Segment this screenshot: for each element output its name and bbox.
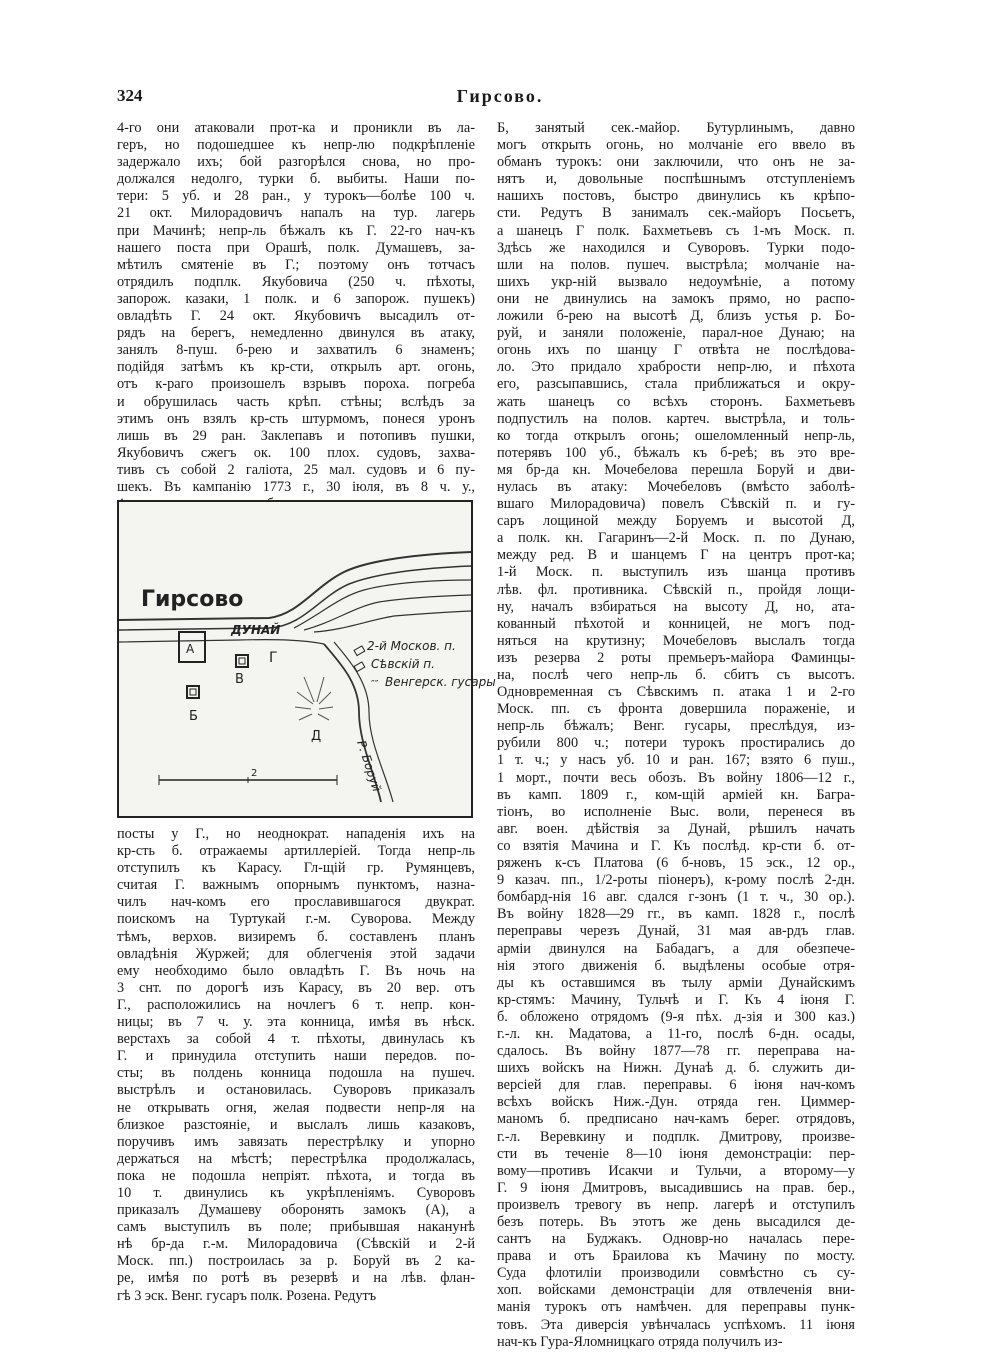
text-line: 1 т. ч.; у насъ уб. 10 и ран. 167; взято 6 пуш.,: [497, 752, 855, 769]
map-label-a: А: [186, 642, 195, 656]
page-title: Гирсово.: [456, 86, 544, 106]
text-line: арміи двинулся на Бабадагъ, а для обезпече-: [497, 940, 855, 957]
text-line: Моск. пп.) построилась за р. Боруй въ 2 ка-: [117, 1253, 475, 1270]
text-line: огонь ихъ по шанцу Г отвѣта не послѣдова-: [497, 342, 855, 359]
text-line: поручивъ имъ завязать перестрѣлку и упорно: [117, 1133, 475, 1150]
map-figure: [117, 500, 496, 818]
text-line: запорож. казаки, 1 полк. и 6 запорож. пушекъ): [117, 290, 475, 307]
text-line: авг. воен. дѣйствія за Дунай, рѣшилъ начать: [497, 820, 855, 837]
text-line: бомбард-нія 16 авг. сдался г-зонъ (1 т. ч., 30 ор.).: [497, 889, 855, 906]
text-line: обманъ турокъ: они заключили, что онъ не за-: [497, 154, 855, 171]
text-line: между ред. В и шанцемъ Г на центръ прот-ка;: [497, 547, 855, 564]
text-line: тивъ съ собой 2 галіота, 25 мал. судовъ и 6 пу-: [117, 461, 475, 478]
text-line: должался недолго, турки б. выбиты. Наши по-: [117, 171, 475, 188]
text-line: сантъ на Буджакъ. Одновр-но началась пере-: [497, 1231, 855, 1248]
troop-marker-2-icon: [354, 662, 365, 672]
text-line: держаться на мѣстѣ; перестрѣлка продолжалась,: [117, 1150, 475, 1167]
troop-marker-1-icon: [354, 646, 365, 656]
text-line: Суда флотиліи производили совмѣстно съ су-: [497, 1265, 855, 1282]
text-line: нашего поста при Орашѣ, полк. Думашевъ, за-: [117, 239, 475, 256]
text-line: могъ открыть огонь, но молчаніе его ввело въ: [497, 137, 855, 154]
text-line: самъ выступилъ въ поле; прибывшая наканунѣ: [117, 1219, 475, 1236]
text-line: нач-къ Гура-Яломницкаго отряда получилъ из-: [497, 1333, 783, 1350]
text-line: саръ лощиной между Боруемъ и высотой Д,: [497, 513, 855, 530]
text-line: овладѣнія Журжей; для облегченія этой задачи: [117, 945, 475, 962]
text-line: приказалъ Думашеву оборонять замокъ (А), а: [117, 1202, 475, 1219]
text-line: мя бр-да кн. Мочебелова перешла Боруй и дви-: [497, 461, 855, 478]
text-line: занялъ 8-пуш. б-рею и захватилъ 6 знаменъ;: [117, 342, 475, 359]
text-line: вшаго Милорадовича) повелъ Сѣвскій п. и гу-: [497, 496, 855, 513]
text-line: считая Г. важнымъ опорнымъ пунктомъ, назна-: [117, 877, 475, 894]
text-line: гѣ 3 эск. Венг. гусаръ полк. Розена. Редутъ: [117, 1287, 377, 1304]
text-line: 1-й Моск. п. выступилъ изъ шанца противъ: [497, 564, 855, 581]
map-label-g: Г: [269, 650, 278, 666]
text-line: вому—противъ Исакчи и Тульчи, а второму—у: [497, 1162, 855, 1179]
text-line: г.-л. кн. Мадатова, а 11-го, послѣ 6-дн. осады,: [497, 1025, 855, 1042]
text-line: со взятія Мачина и Г. Къ послѣд. кр-сти б. от-: [497, 837, 855, 854]
text-line: изъ резерва 2 роты премьеръ-майора Фаминцы-: [497, 649, 855, 666]
right-column: [497, 120, 855, 1351]
redoubt-b-inner-icon: [190, 689, 196, 695]
redoubt-v-icon: [236, 655, 248, 667]
text-line: всѣхъ войскъ Ниж.-Дун. отряда ген. Циммер-: [497, 1094, 855, 1111]
text-line: 10 т. двинулись къ укрѣпленіямъ. Суворовъ: [117, 1184, 475, 1201]
text-line: на, послѣ чего непр-ль б. сбитъ съ высотъ.: [497, 667, 855, 683]
text-line: при Мачинѣ; непр-ль бѣжалъ къ Г. 22-го нач-къ: [117, 222, 475, 239]
text-line: шли на полов. пушеч. выстрѣла; молчаніе на-: [497, 256, 855, 273]
map-label-b: Б: [189, 709, 198, 724]
text-line: этимъ онъ взялъ кр-сть штурмомъ, понеся уронъ: [117, 410, 475, 427]
text-line: версіей для глав. переправы. 6 іюня нач-комъ: [497, 1077, 855, 1094]
text-line: лѣв. фл. противника. Сѣвскій п., пройдя лощи-: [497, 581, 855, 598]
text-line: отрядилъ подплк. Якубовича (250 ч. пѣхоты,: [117, 273, 475, 290]
text-line: Г., расположились на ночлегъ 6 т. непр. кон-: [117, 996, 475, 1013]
text-line: сти. Редутъ В занималъ сек.-майоръ Посьетъ,: [497, 205, 855, 222]
text-line: г.-л. Веревкину и подплк. Дмитрову, произве-: [497, 1128, 855, 1145]
text-line: произвелъ тревогу въ непр. лагерѣ и отступилъ: [497, 1196, 855, 1213]
map-boruy-label: Р. Боруй: [354, 738, 384, 794]
text-line: руй, и заняли положеніе, парал-ное Дунаю; на: [497, 325, 855, 342]
text-line: товъ. Эта диверсія увѣнчалась успѣхомъ. 11 іюня: [497, 1316, 855, 1333]
text-line: 3 снт. по дорогѣ изъ Карасу, въ 20 вер. отъ: [117, 979, 475, 996]
text-line: рубили 800 ч.; потери турокъ простирались до: [497, 735, 855, 752]
hill-d-icon: [295, 677, 333, 720]
text-line: чилъ нач-комъ его прославившагося двукрат.: [117, 894, 475, 911]
text-line: отступилъ къ Карасу. Гл-щій гр. Румянцевъ,: [117, 860, 475, 877]
text-line: тери: 5 уб. и 28 ран., у турокъ—болѣе 100 ч.: [117, 188, 475, 205]
text-line: 21 окт. Милорадовичъ напалъ на тур. лагерь: [117, 205, 475, 222]
troop-marker-3-icon: ″″: [371, 679, 379, 690]
text-line: отъ к-раго произошелъ взрывъ пороха. погреба: [117, 376, 475, 393]
text-line: Г. и принудила отступить наши передов. по-: [117, 1048, 475, 1065]
text-line: ницы; въ 7 ч. у. эта конница, имѣя въ нѣск.: [117, 1014, 475, 1031]
text-line: нятъ и, довольные поспѣшнымъ отступленіемъ: [497, 171, 855, 188]
text-line: задержало ихъ; бой разгорѣлся снова, но про-: [117, 154, 475, 171]
text-line: шихъ укр-ній вызвало недоумѣніе, а потому: [497, 273, 855, 290]
text-line: жать шанецъ со всѣхъ сторонъ. Бахметьевъ: [497, 393, 855, 410]
map-label-v: В: [235, 672, 244, 687]
danube-channel-3: [314, 611, 471, 632]
text-line: Г. 9 іюня Дмитровъ, высадившись на прав. бер.,: [497, 1179, 855, 1196]
text-line: его, разсыпавшись, стала приближаться и окру-: [497, 376, 855, 393]
text-line: ну, началъ взбираться на высоту Д, но, ата-: [497, 598, 855, 615]
text-line: геръ, но подошедшее къ непр-лю подкрѣпленіе: [117, 137, 475, 154]
text-line: 4-го они атаковали прот-ка и проникли въ ла-: [117, 120, 475, 136]
text-line: нѣ бр-да г.-м. Милорадовича (Сѣвскій и 2-й: [117, 1236, 475, 1253]
text-line: кованный пѣхотой и конницей, не могъ под-: [497, 615, 855, 632]
text-line: Одновременная съ Сѣвскимъ п. атака 1 и 2-го: [497, 684, 855, 701]
redoubt-v-inner-icon: [239, 658, 245, 664]
text-line: маномъ б. предписано нач-камъ берег. отрядовъ,: [497, 1111, 855, 1128]
text-line: близкое разстояніе, и выслалъ лишь казаковъ,: [117, 1116, 475, 1133]
text-line: Въ войну 1828—29 гг., въ камп. 1828 г., послѣ: [497, 906, 855, 923]
map-scale-label: 2: [251, 768, 258, 779]
text-line: непр-ль бѣжалъ; Венг. гусары, преслѣдуя, из-: [497, 718, 855, 735]
text-line: шихъ войскъ на Нижн. Дунаѣ д. б. служить ди-: [497, 1060, 855, 1077]
text-line: няться на крутизну; Мочебеловъ выслалъ тогда: [497, 632, 855, 649]
map-label-d: Д: [311, 729, 322, 744]
text-line: сти въ теченіе 8—10 іюня демонстраціи: пер-: [497, 1145, 855, 1162]
text-line: подійдя затѣмъ къ кр-сти, открылъ арт. огонь,: [117, 359, 475, 376]
text-line: овладѣть Г. 24 окт. Якубовичъ высадилъ от-: [117, 308, 475, 325]
text-line: тіонъ, во исполненіе Выс. воли, перенеся въ: [497, 803, 855, 820]
map-town-label: Гирсово: [141, 587, 244, 612]
text-line: ему необходимо было овладѣть Г. Въ ночь на: [117, 962, 475, 979]
text-line: права и отъ Браилова къ Мачину по мосту.: [497, 1248, 855, 1265]
text-line: ре, имѣя по ротѣ въ резервѣ и на лѣв. флан-: [117, 1270, 475, 1287]
text-line: сты; въ полдень конница подошла на пушеч.: [117, 1065, 475, 1082]
text-line: переправы черезъ Дунай, 31 мая ав-рдъ глав.: [497, 923, 855, 940]
text-line: 9 казач. пп., 1/2-роты піонеръ), к-рому послѣ 2-дн.: [497, 872, 855, 889]
text-line: потерявъ 100 уб., бѣжалъ къ б-реѣ; въ это вре-: [497, 444, 855, 461]
text-line: лишь въ 29 ран. Заклепавъ и потопивъ пушки,: [117, 427, 475, 444]
text-line: кр-стямъ: Мачину, Тульчѣ и Г. Къ 4 іюня Г.: [497, 991, 855, 1008]
page-number: 324: [117, 86, 143, 105]
text-line: нашихъ постовъ, быстро двинулись къ крѣпо-: [497, 188, 855, 205]
text-line: въ камп. 1809 г., ком-щій арміей кн. Багра-: [497, 786, 855, 803]
text-line: а шанецъ Г полк. Бахметьевъ съ 1-мъ Моск. п.: [497, 222, 855, 239]
text-line: рядъ на берегъ, немедленно двинулся въ атаку,: [117, 325, 475, 342]
text-line: не открывать огня, желая подвести непр-ля на: [117, 1099, 475, 1116]
text-line: шекъ. Въ кампанію 1773 г., 30 іюля, въ 8 ч. у.,: [117, 478, 475, 495]
text-line: поискомъ на Туртукай г.-м. Суворова. Между: [117, 911, 475, 928]
text-line: подпустилъ на полов. картеч. выстрѣла, и толь-: [497, 410, 855, 427]
text-line: ды къ оставшимся въ тылу арміи Дунайскимъ: [497, 974, 855, 991]
text-line: манія турокъ отъ намѣчен. для переправы пунк-: [497, 1299, 855, 1316]
text-line: Здѣсь же находился и Суворовъ. Турки подо-: [497, 239, 855, 256]
text-line: б. обложено отрядомъ (9-я пѣх. д-зія и 300 каз.): [497, 1008, 855, 1025]
text-line: пока не подошла непріят. пѣхота, и тогда въ: [117, 1167, 475, 1184]
text-line: нія этого движенія б. выдѣлены особые отря-: [497, 957, 855, 974]
text-line: мѣтилъ смятеніе въ Г.; поэтому онъ тотчасъ: [117, 256, 475, 273]
text-line: Моск. пп. съ фронта довершила пораженіе, и: [497, 701, 855, 718]
text-line: посты у Г., но неоднократ. нападенія ихъ на: [117, 826, 475, 842]
map-unit-2: Сѣвскій п.: [371, 657, 435, 671]
text-line: они не двинулись на замокъ прямо, но распо-: [497, 290, 855, 307]
text-line: ло. Это придало храбрости непр-лю, и пѣхота: [497, 359, 855, 376]
left-column-bottom: [117, 826, 475, 1305]
left-column-top: [117, 120, 475, 513]
text-line: тѣмъ, верхов. визиремъ б. составленъ планъ: [117, 928, 475, 945]
text-line: ко тогда открылъ огонь; ошеломленный непр-ль,: [497, 427, 855, 444]
text-line: Якубовичъ сжегъ ок. 100 плох. судовъ, захва-: [117, 444, 475, 461]
text-line: ложили б-рею на высотѣ Д, близъ устья р. Бо-: [497, 308, 855, 325]
map-svg: [119, 502, 496, 816]
text-line: и обрушилась часть крѣп. стѣны; вслѣдъ за: [117, 393, 475, 410]
text-line: нулась въ атаку: Мочебеловъ (вмѣсто заболѣ-: [497, 478, 855, 495]
text-line: хоп. войсками демонстраціи для отвлеченія вни-: [497, 1282, 855, 1299]
text-line: кр-сть б. отражаемы артиллеріей. Тогда непр-ль: [117, 843, 475, 860]
text-line: а полк. кн. Гагаринъ—2-й Моск. п. по Дунаю,: [497, 530, 855, 547]
text-line: безъ потерь. Въ этотъ же день высадился де-: [497, 1214, 855, 1230]
text-line: сдалось. Въ войну 1877—78 гг. переправа на-: [497, 1043, 855, 1060]
map-danube-label: ДУНАЙ: [231, 623, 281, 637]
text-line: 1 морт., почти весь обозъ. Въ войну 1806—12 г.,: [497, 769, 855, 786]
map-unit-1: 2-й Москов. п.: [367, 639, 456, 653]
redoubt-b-icon: [187, 686, 199, 698]
text-line: верстахъ за собой 4 т. пѣхоты, двинулась къ: [117, 1031, 475, 1048]
text-line: ряженъ к-съ Платова (6 б-новъ, 15 эск., 12 ор.,: [497, 855, 855, 872]
text-line: Б, занятый сек.-майор. Бутурлинымъ, давно: [497, 120, 855, 136]
map-unit-3: Венгерск. гусары: [385, 675, 496, 689]
text-line: выстрѣлъ и остановилась. Суворовъ приказалъ: [117, 1082, 475, 1099]
danube-lower-bank: [119, 640, 324, 644]
